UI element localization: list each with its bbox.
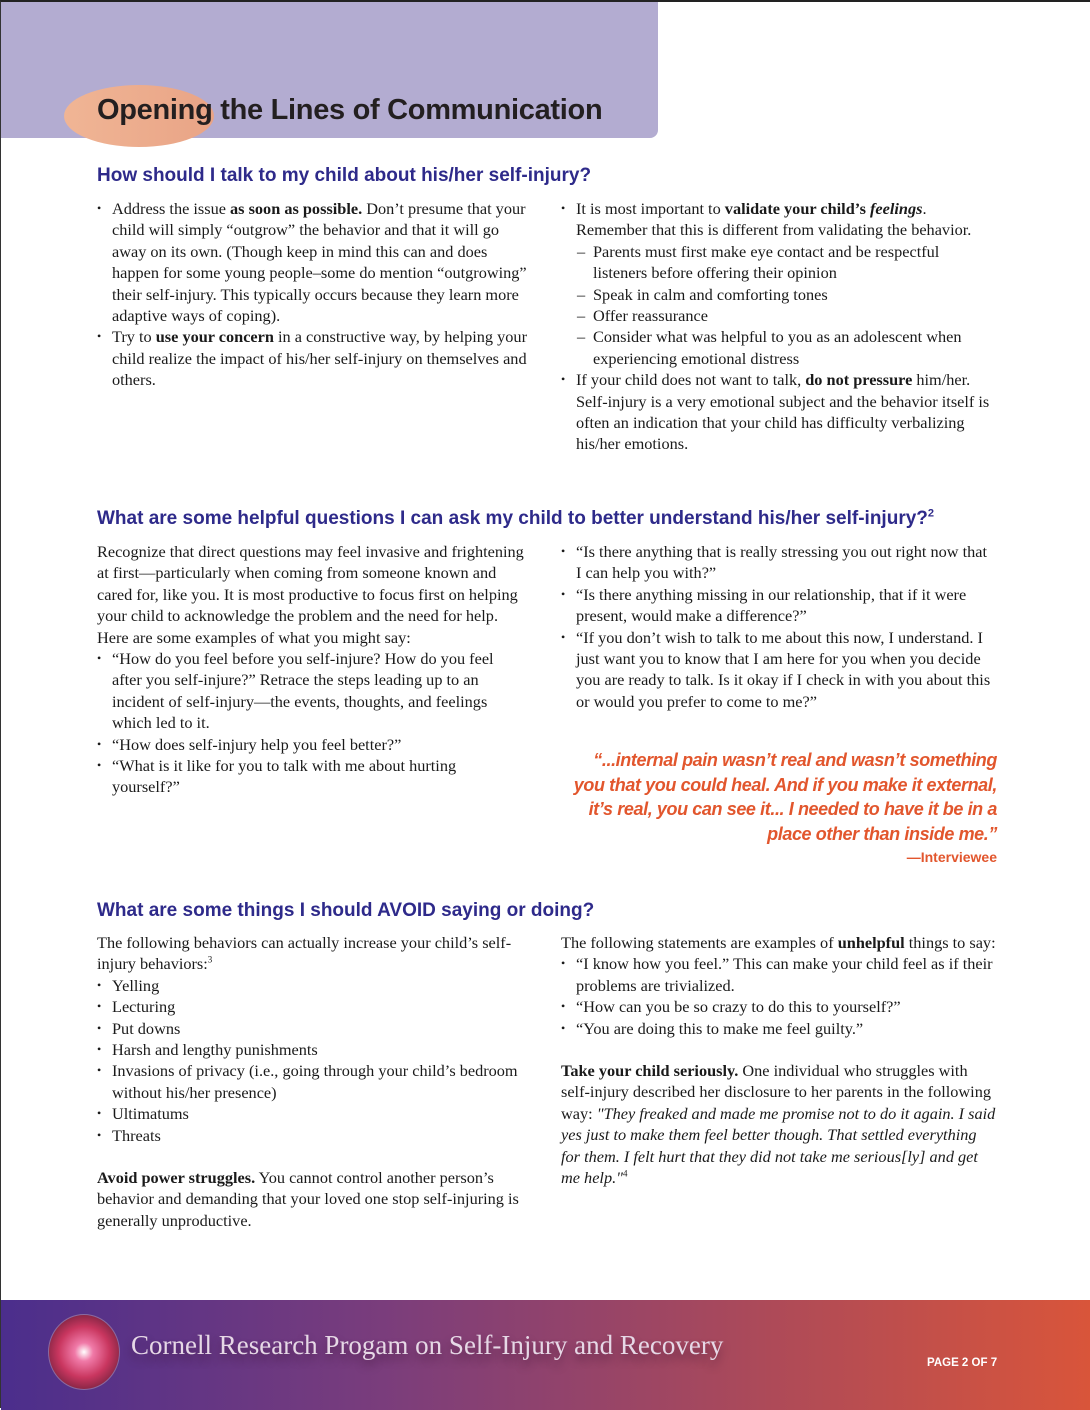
text-run: Take your child seriously. — [561, 1061, 739, 1081]
pull-quote-box — [561, 748, 997, 867]
paragraph — [561, 1060, 996, 1188]
text-run: “If you don’t wish to talk to me about this now, I understand. I just want you to know that I am here for you when you decide you are ready to talk. Is it okay if I check in with you about this or would you prefer to come to me?” — [576, 627, 991, 711]
list-item — [561, 627, 996, 713]
list-item — [561, 996, 996, 1017]
paragraph — [97, 1167, 529, 1231]
pull-quote: “...internal pain wasn’t real and wasn’t something you that you could heal. And if you make it external, it’s real, you can see it... I needed to have it be in a place other than inside me.” — [573, 750, 997, 844]
section-heading-talk: How should I talk to my child about his/her self-injury? — [97, 165, 592, 186]
text-run: "They freaked and made me promise not to do it again. I said yes just to make them feel better though. That settled everything for them. I felt hurt that they did not take me serious[ly] and get me help." — [561, 1103, 996, 1188]
text-run: The following statements are examples of — [561, 933, 838, 952]
text-run: him/her. Self-injury is a very emotional subject and the behavior itself is often an indication that your child has difficulty verbalizing his/her emotions. — [576, 370, 990, 454]
text-run: “How does self-injury help you feel better?” — [112, 734, 402, 754]
text-run: You cannot control another person’s behavior and demanding that your loved one stop self-injuring is generally unproductive. — [97, 1168, 519, 1230]
s2-left-column — [97, 541, 527, 798]
text-run: The following behaviors can actually increase your child’s self-injury behaviors: — [97, 933, 512, 974]
text-run: Recognize that direct questions may feel invasive and frightening at first—particularly when coming from someone known and cared for, like you. It is most productive to focus first on helping your child to acknowledge the problem and the need for help. Here are some examples of what you might say: — [97, 542, 524, 647]
text-run: If your child does not want to talk, — [576, 370, 806, 390]
text-run: in a constructive way, by helping your child realize the impact of his/her self-injury on themselves and others. — [112, 327, 527, 390]
list-item — [97, 996, 529, 1017]
text-run: as soon as possible. — [230, 199, 363, 218]
text-run: Avoid power struggles. — [97, 1168, 256, 1188]
s2-right-column — [561, 541, 996, 712]
logo-orb-icon — [48, 1314, 120, 1390]
text-run: Speak in calm and comforting tones — [593, 284, 828, 304]
list-item — [561, 241, 996, 284]
list-item — [97, 326, 527, 390]
list-item — [561, 541, 996, 584]
list-item — [97, 648, 527, 734]
page-title: Opening the Lines of Communication — [97, 94, 603, 126]
list-item — [97, 1060, 529, 1103]
paragraph — [97, 932, 529, 975]
text-run: Threats — [112, 1125, 161, 1145]
text-run: Put downs — [112, 1018, 181, 1038]
footer-band — [1, 1300, 1090, 1410]
text-run: Lecturing — [112, 997, 176, 1017]
text-run: . Remember that this is different from validating the behavior. — [576, 199, 972, 240]
list-item — [97, 1103, 529, 1124]
heading-text: What are some helpful questions I can ask my child to better understand his/her self-injury? — [97, 508, 928, 529]
text-run: Ultimatums — [112, 1104, 189, 1124]
text-run: Try to — [112, 327, 156, 347]
paragraph — [561, 932, 996, 953]
text-run: “How do you feel before you self-injure? How do you feel after you self-injure?” Retrace the steps leading up to an incident of self-injury—the events, thoughts, and feelings which led to it. — [112, 649, 494, 733]
list-item — [561, 305, 996, 326]
quote-attribution: —Interviewee — [906, 849, 997, 865]
footnote-ref: 4 — [623, 1168, 628, 1179]
text-run: Parents must first make eye contact and be respectful listeners before offering their opinion — [593, 241, 940, 283]
footnote-ref: 3 — [207, 954, 213, 965]
text-run: Yelling — [112, 975, 160, 995]
list-item — [561, 326, 996, 369]
text-run: feelings — [869, 199, 923, 218]
text-run: “What is it like for you to talk with me about hurting yourself?” — [112, 756, 457, 797]
text-run: Address the issue — [112, 199, 231, 218]
footnote-ref: 2 — [927, 507, 935, 520]
list-item — [97, 1018, 529, 1039]
text-run: “How can you be so crazy to do this to yourself?” — [576, 997, 901, 1017]
text-run: “You are doing this to make me feel guilty.” — [576, 1018, 864, 1038]
list-item — [561, 584, 996, 627]
page-number: PAGE 2 OF 7 — [927, 1357, 998, 1369]
text-run: One individual who struggles with self-injury described her disclosure to her parents in the following way: — [561, 1061, 991, 1123]
text-run: do not pressure — [805, 370, 913, 390]
text-run: unhelpful — [837, 933, 905, 952]
text-run: Don’t presume that your child will simply “outgrow” the behavior and that it will go away on its own. (Though keep in mind this can and does happen for some young people–some do mention “outgrowing” their self-injury. This typically occurs because they learn more adaptive ways of coping). — [112, 199, 527, 326]
s1-right-column — [561, 198, 996, 455]
list-item — [97, 734, 527, 755]
list-item — [561, 1018, 996, 1039]
list-item — [97, 755, 527, 798]
text-run: “I know how you feel.” This can make your child feel as if their problems are trivialized. — [576, 954, 993, 995]
text-run: Invasions of privacy (i.e., going through your child’s bedroom without his/her presence) — [112, 1061, 518, 1102]
section-heading-avoid: What are some things I should AVOID saying or doing? — [97, 900, 595, 921]
s3-right-column — [561, 932, 996, 1188]
s3-left-column — [97, 932, 529, 1231]
paragraph — [97, 541, 527, 648]
text-run: “Is there anything that is really stressing you out right now that I can help you with?” — [576, 542, 988, 583]
footer-org-name: Cornell Research Progam on Self-Injury and Recovery — [131, 1330, 724, 1360]
text-run: validate your child’s — [724, 199, 870, 218]
list-item — [97, 1125, 529, 1146]
text-run: Offer reassurance — [593, 306, 708, 326]
text-run: Consider what was helpful to you as an adolescent when experiencing emotional distress — [593, 327, 962, 368]
list-item — [561, 953, 996, 996]
text-run: “Is there anything missing in our relationship, that if it were present, would make a difference?” — [576, 584, 967, 626]
text-run: use your concern — [155, 327, 274, 347]
list-item — [561, 284, 996, 305]
list-item — [97, 975, 529, 996]
section-heading-questions — [97, 508, 934, 530]
text-run: things to say: — [904, 933, 996, 952]
s1-left-column — [97, 198, 527, 391]
list-item — [561, 198, 996, 241]
text-run: It is most important to — [576, 199, 725, 218]
list-item — [97, 1039, 529, 1060]
list-item — [97, 198, 527, 326]
list-item — [561, 369, 996, 455]
text-run: Harsh and lengthy punishments — [112, 1040, 318, 1060]
